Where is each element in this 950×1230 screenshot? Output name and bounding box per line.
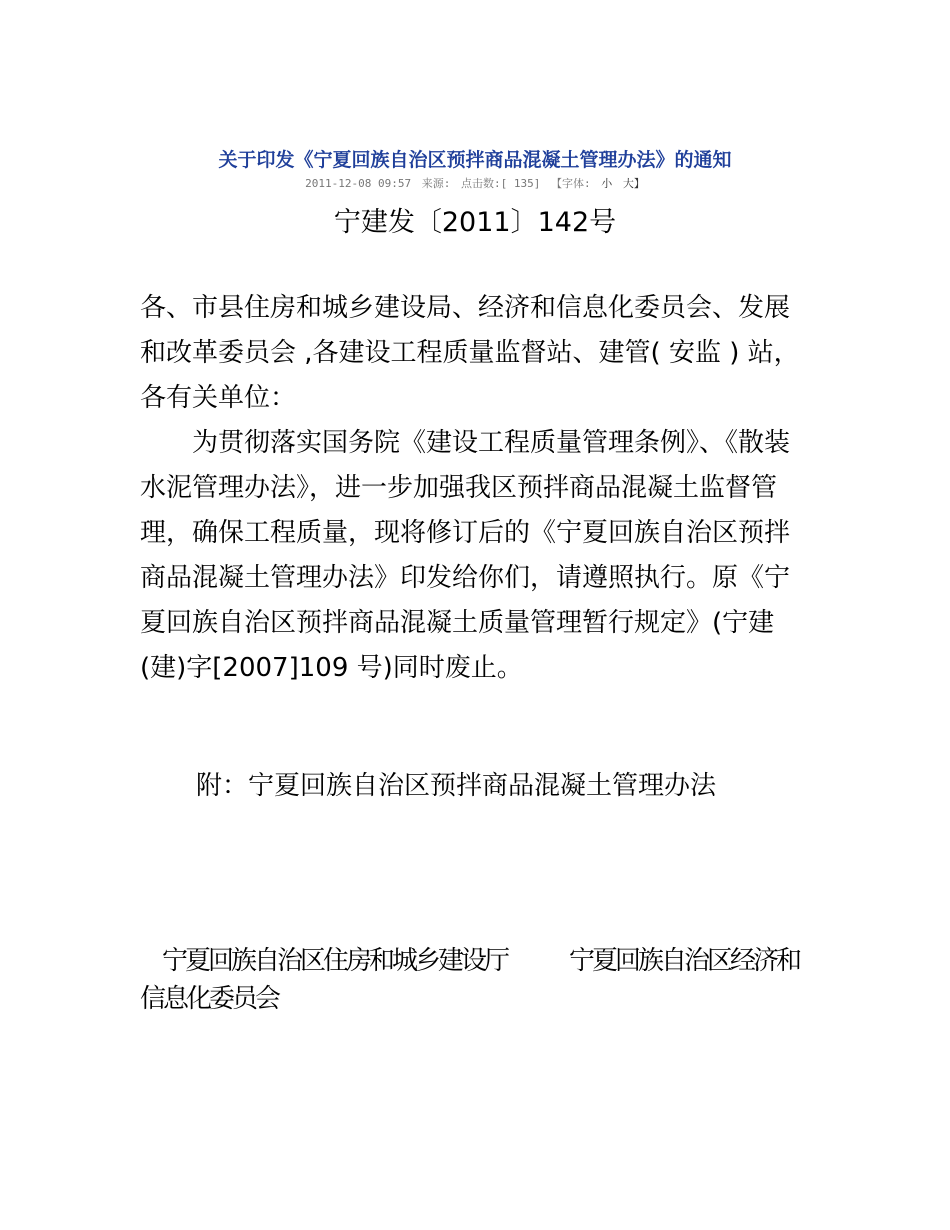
click-count: 点击数:[ 135] (460, 177, 541, 190)
notice-title: 关于印发《宁夏回族自治区预拌商品混凝土管理办法》的通知 (218, 149, 732, 171)
signature-block (140, 942, 810, 1018)
signature-housing-department: 宁夏回族自治区住房和城乡建设厅 (162, 946, 508, 976)
signature-economy-committee: 宁夏回族自治区经济和信息化委员会 (140, 946, 800, 1014)
source-label: 来源: (421, 177, 451, 190)
body-paragraph: 为贯彻落实国务院《建设工程质量管理条例》、《散装水泥管理办法》，进一步加强我区预拌商品混凝土监督管理，确保工程质量，现将修订后的《宁夏回族自治区预拌商品混凝土管理办法》印发给你们，请遵照执行。原《宁夏回族自治区预拌商品混凝土质量管理暂行规定》(宁建(建)字[2007]109 号)同时废止。 (140, 428, 791, 683)
publish-datetime: 2011-12-08 09:57 (305, 177, 412, 190)
attachment-line: 附：宁夏回族自治区预拌商品混凝土管理办法 (196, 771, 717, 801)
document-number: 宁建发〔2011〕142号 (333, 207, 617, 238)
notice-meta (0, 175, 950, 191)
font-size-label: 【字体: (550, 177, 591, 190)
font-large-link[interactable]: 大】 (622, 177, 645, 190)
font-small-link[interactable]: 小 (601, 177, 613, 190)
salutation: 各、市县住房和城乡建设局、经济和信息化委员会、发展和改革委员会 ,各建设工程质量监督站、建管( 安监 ) 站，各有关单位： (140, 293, 800, 413)
